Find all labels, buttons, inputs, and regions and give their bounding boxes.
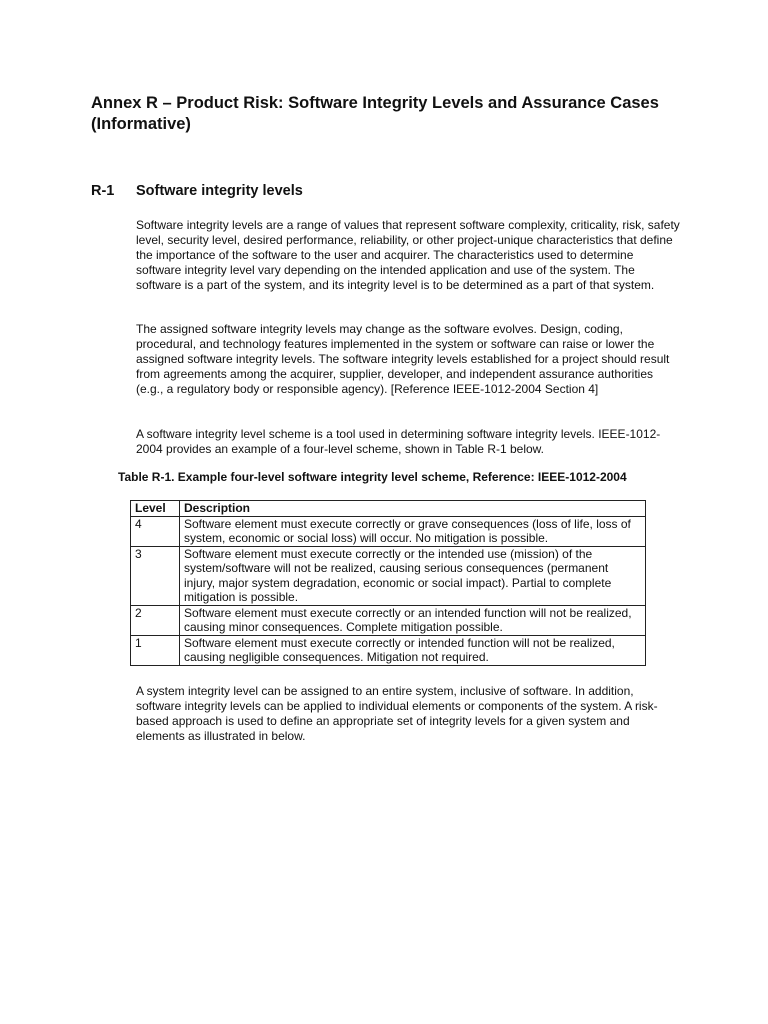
column-header-level: Level: [131, 501, 180, 517]
column-header-description: Description: [180, 501, 646, 517]
paragraph-1: Software integrity levels are a range of values that represent software complexity, criticality, risk, safety level, security level, desired performance, reliability, or other project-unique characteristics that define the importance of the software to the user and acquirer. The characteristics used to determine software integrity level vary depending on the intended application and use of the system. The software is a part of the system, and its integrity level is to be determined as a part of that system.: [136, 218, 680, 292]
table-row: [131, 546, 646, 605]
level-cell: 1: [131, 635, 180, 665]
level-cell: 4: [131, 516, 180, 546]
table-caption: Table R-1. Example four-level software integrity level scheme, Reference: IEEE-1012-2004: [118, 470, 627, 484]
level-cell: 2: [131, 605, 180, 635]
description-cell: Software element must execute correctly or grave consequences (loss of life, loss of system, economic or social loss) will occur. No mitigation is possible.: [180, 516, 646, 546]
description-cell: Software element must execute correctly or intended function will not be realized, causing negligible consequences. Mitigation not required.: [180, 635, 646, 665]
table-row: [131, 605, 646, 635]
description-cell: Software element must execute correctly or an intended function will not be realized, causing minor consequences. Complete mitigation possible.: [180, 605, 646, 635]
section-number: R-1: [91, 183, 115, 199]
description-cell: Software element must execute correctly or the intended use (mission) of the system/software will not be realized, causing serious consequences (permanent injury, major system degradation, economic or social impact). Partial to complete mitigation is possible.: [180, 546, 646, 605]
paragraph-3: A software integrity level scheme is a tool used in determining software integrity levels. IEEE-1012-2004 provides an example of a four-level scheme, shown in Table R-1 below.: [136, 427, 661, 456]
level-cell: 3: [131, 546, 180, 605]
document-title: Annex R – Product Risk: Software Integrity Levels and Assurance Cases (Informative): [91, 94, 659, 133]
table-row: [131, 516, 646, 546]
closing-paragraph: A system integrity level can be assigned to an entire system, inclusive of software. In addition, software integrity levels can be applied to individual elements or components of the system. A risk-based approach is used to define an appropriate set of integrity levels for a given system and elements as illustrated in below.: [136, 684, 658, 743]
table-row: [131, 635, 646, 665]
table-header-row: [131, 501, 646, 517]
paragraph-2: The assigned software integrity levels may change as the software evolves. Design, coding, procedural, and technology features implemented in the system or software can raise or lower the assigned software integrity levels. The software integrity levels established for a project should result from agreements among the acquirer, supplier, developer, and independent assurance authorities (e.g., a regulatory body or responsible agency). [Reference IEEE-1012-2004 Section 4]: [136, 322, 670, 396]
integrity-level-table: [130, 500, 646, 666]
section-title: Software integrity levels: [136, 183, 303, 199]
section-heading: [91, 181, 651, 201]
